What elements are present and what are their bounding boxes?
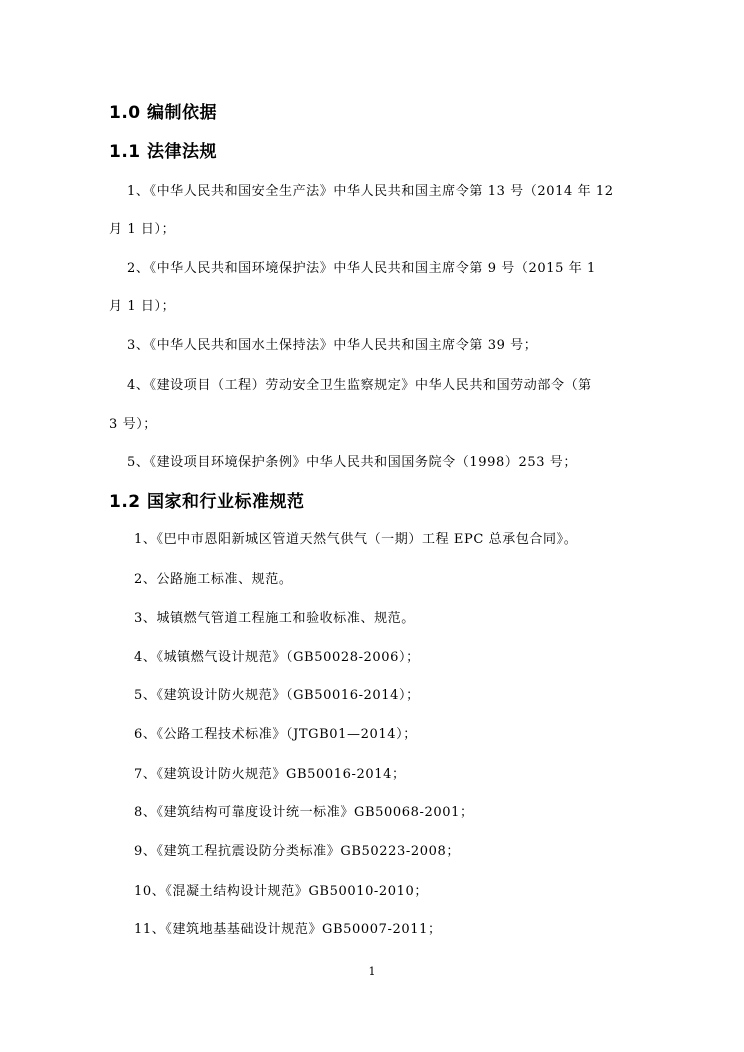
law-item-1-cont: 月 1 日）； (109, 222, 176, 237)
standard-item-1: 1、《巴中市恩阳新城区管道天然气供气（一期）工程 EPC 总承包合同》。 (134, 532, 578, 547)
standard-item-2: 2、公路施工标准、规范。 (134, 572, 293, 587)
section-heading-1-0: 1.0 编制依据 (109, 103, 218, 123)
standard-item-11: 11、《建筑地基基础设计规范》GB50007-2011； (134, 922, 442, 937)
page-number: 1 (368, 965, 376, 978)
section-heading-1-1: 1.1 法律法规 (109, 142, 218, 162)
standard-item-8: 8、《建筑结构可靠度设计统一标准》GB50068-2001； (134, 805, 474, 820)
standard-item-10: 10、《混凝土结构设计规范》GB50010-2010； (134, 884, 429, 899)
standard-item-7: 7、《建筑设计防火规范》GB50016-2014； (134, 767, 406, 782)
law-item-4-cont: 3 号）； (109, 417, 157, 432)
standard-item-9: 9、《建筑工程抗震设防分类标准》GB50223-2008； (134, 844, 460, 859)
law-item-2-cont: 月 1 日）； (109, 299, 176, 314)
law-item-5: 5、《建设项目环境保护条例》中华人民共和国国务院令（1998）253 号； (127, 455, 578, 470)
law-item-3: 3、《中华人民共和国水土保持法》中华人民共和国主席令第 39 号； (127, 338, 538, 353)
standard-item-3: 3、城镇燃气管道工程施工和验收标准、规范。 (134, 611, 415, 626)
law-item-4: 4、《建设项目（工程）劳动安全卫生监察规定》中华人民共和国劳动部令（第 (127, 378, 592, 393)
law-item-2: 2、《中华人民共和国环境保护法》中华人民共和国主席令第 9 号（2015 年 1 (127, 261, 596, 276)
section-heading-1-2: 1.2 国家和行业标准规范 (109, 492, 305, 512)
standard-item-5: 5、《建筑设计防火规范》（GB50016-2014）； (134, 688, 420, 703)
standard-item-4: 4、《城镇燃气设计规范》（GB50028-2006）； (134, 650, 420, 665)
standard-item-6: 6、《公路工程技术标准》（JTGB01—2014）； (134, 727, 417, 742)
law-item-1: 1、《中华人民共和国安全生产法》中华人民共和国主席令第 13 号（2014 年 12 (127, 184, 614, 199)
